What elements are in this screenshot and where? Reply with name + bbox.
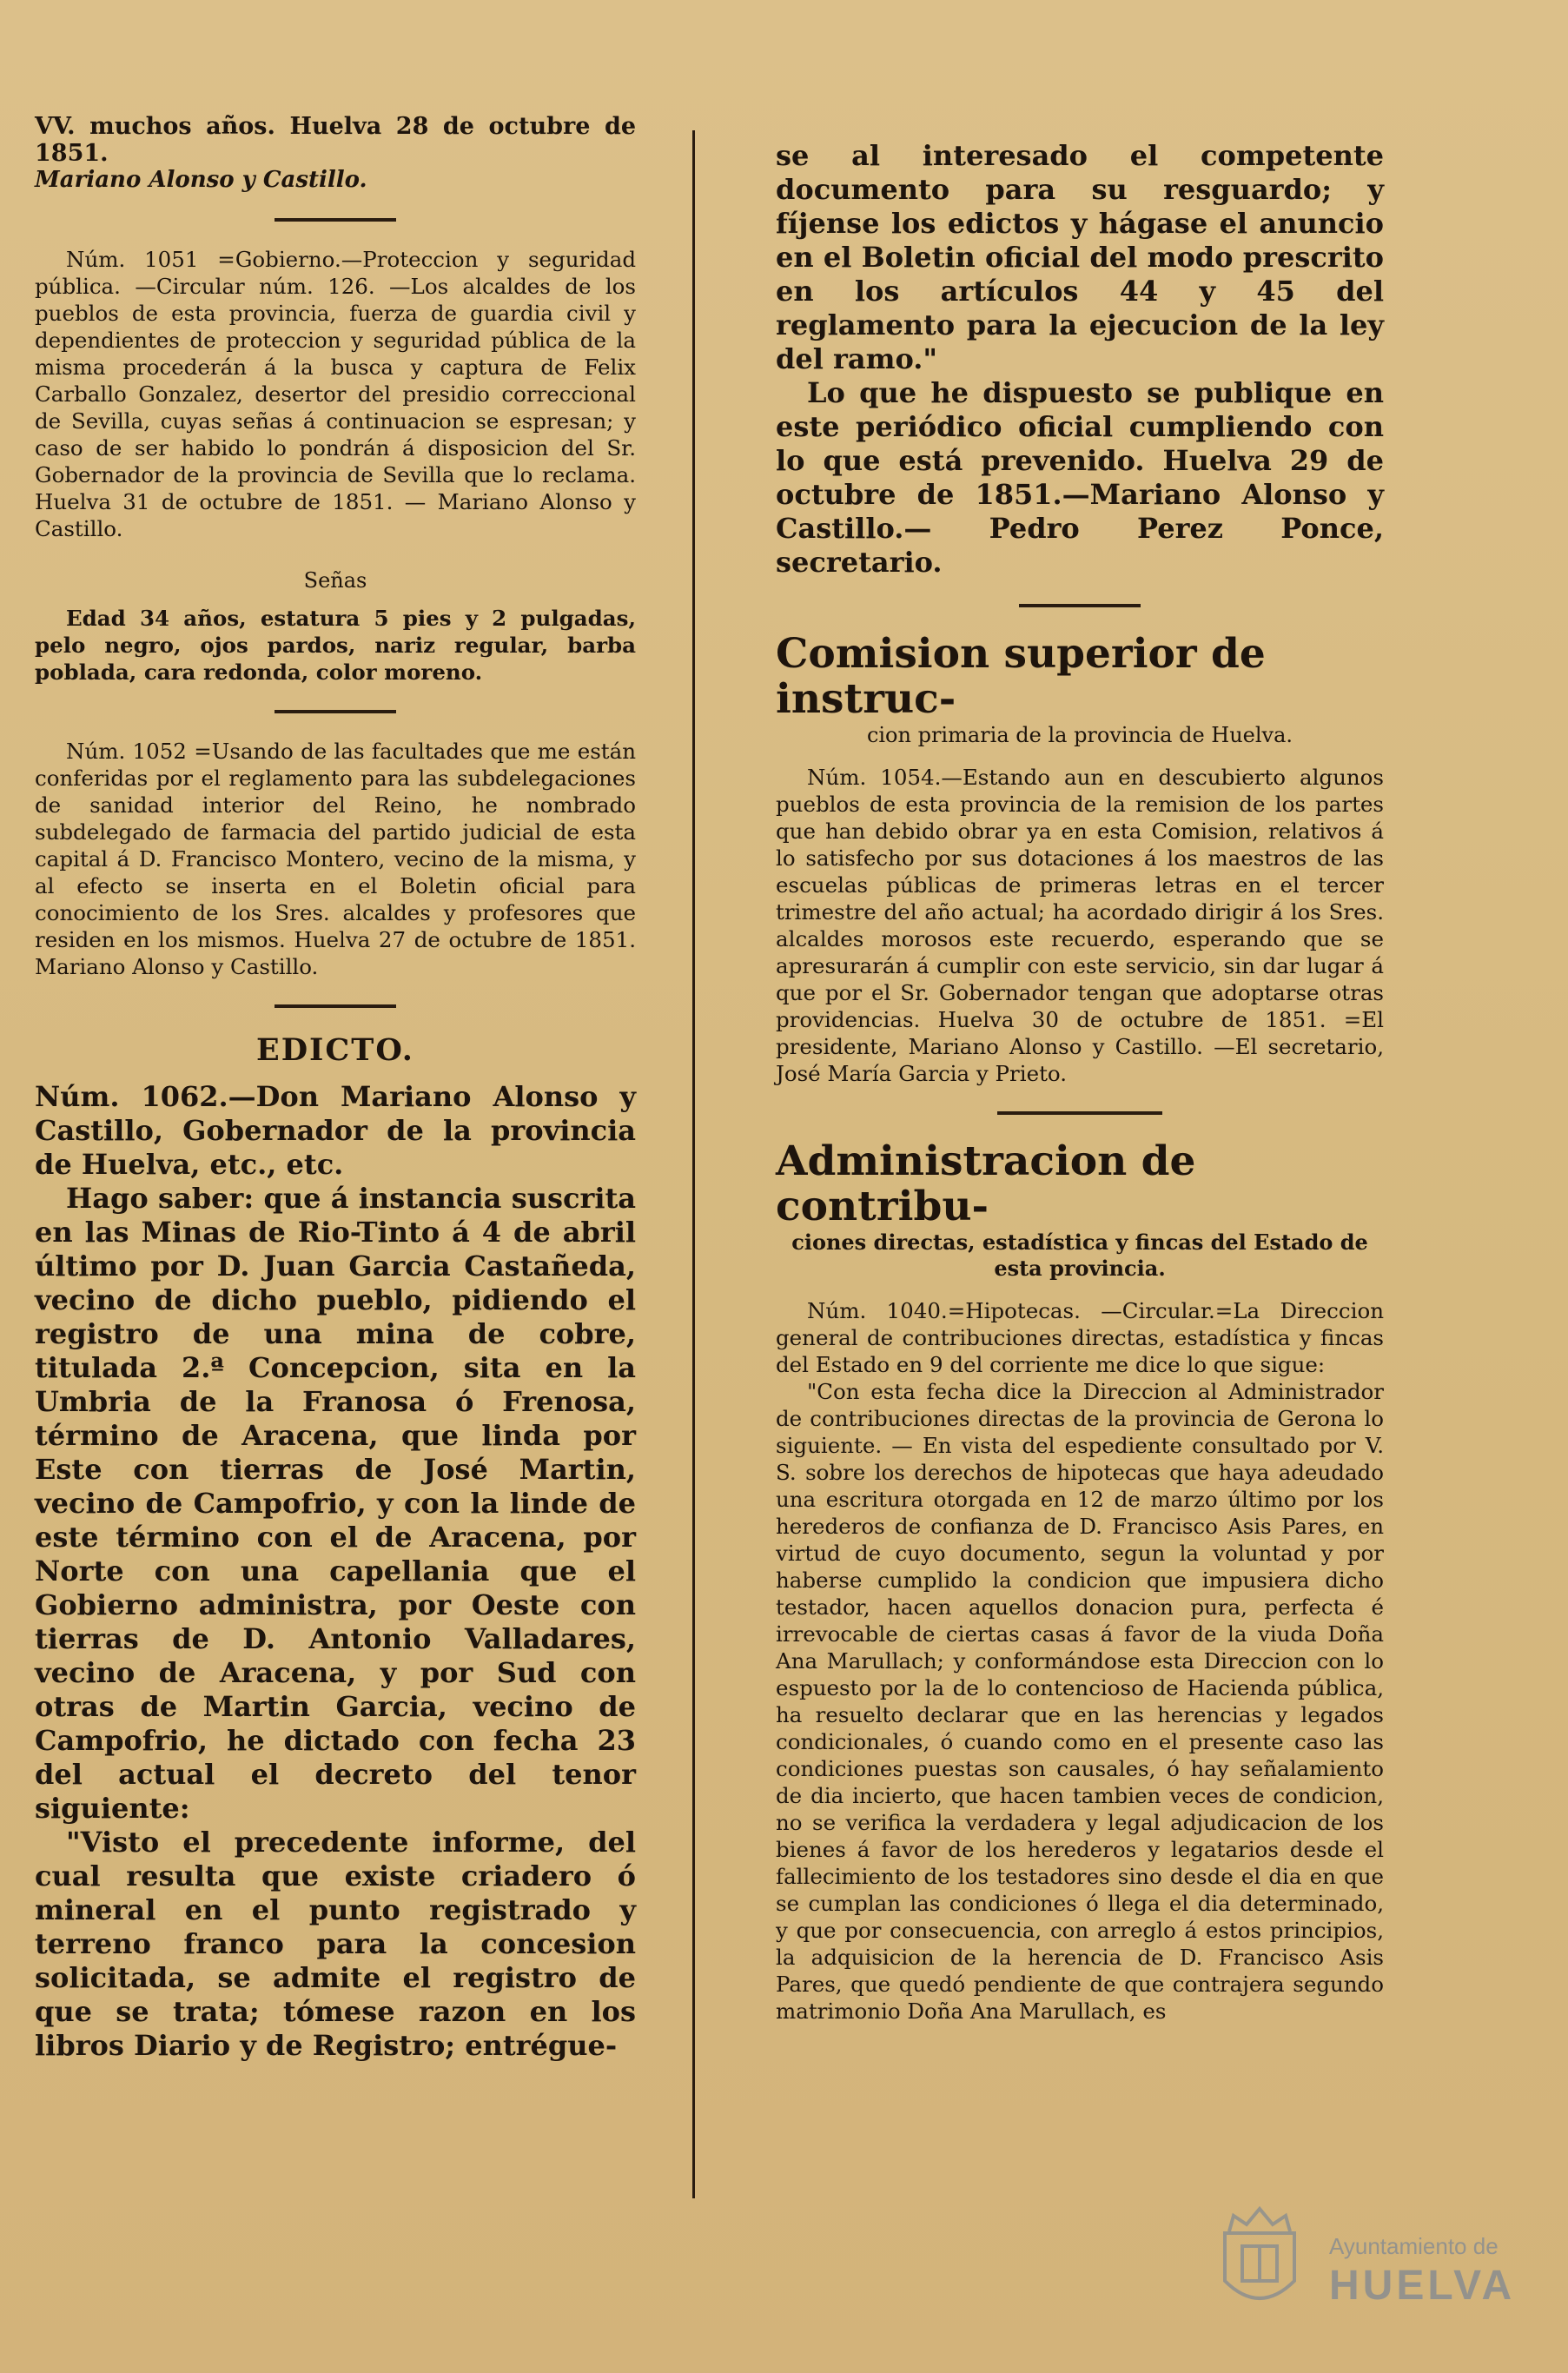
coat-of-arms-icon <box>1207 2198 1312 2320</box>
edicto-intro: Núm. 1062.—Don Mariano Alonso y Castillo, Gobernador de la provincia de Huelva, etc., etc. <box>35 1080 636 1181</box>
section-subtitle-instruccion: cion primaria de la provincia de Huelva. <box>866 723 1293 747</box>
decree-continuation: se al interesado el competente documento para su resguardo; y fíjense los edictos y hágase el anuncio en el Boletin oficial del modo prescrito en los artículos 44 y 45 del reglamento para la ejecucion de la ley del ramo." <box>776 139 1384 375</box>
decree-closing: Lo que he dispuesto se publique en este periódico oficial cumpliendo con lo que está prevenido. Huelva 29 de octubre de 1851.—Mariano Alonso y Castillo.— Pedro Perez Ponce, secretario. <box>776 376 1384 579</box>
separator <box>997 1111 1162 1115</box>
separator <box>1019 604 1141 607</box>
ayuntamiento-watermark <box>1207 2198 1538 2320</box>
top-line: VV. muchos años. Huelva 28 de octubre de 1851. <box>35 113 636 167</box>
notice-1040: Núm. 1040.=Hipotecas. —Circular.=La Direccion general de contribuciones directas, estadística y fincas del Estado en 9 del corriente me dice lo que sigue: <box>776 1298 1384 1377</box>
left-column <box>35 113 636 2182</box>
notice-1051: Núm. 1051 =Gobierno.—Proteccion y seguridad pública. —Circular núm. 126. —Los alcaldes de los pueblos de esta provincia, fuerza de guardia civil y dependientes de proteccion y seguridad pública de la misma procederán á la busca y captura de Felix Carballo Gonzalez, desertor del presidio correccional de Sevilla, cuyas señas á continuacion se espresan; y caso de ser habido lo pondrán á disposicion del Sr. Gobernador de la provincia de Sevilla que lo reclama. Huelva 31 de octubre de 1851. — Mariano Alonso y Castillo. <box>35 247 636 541</box>
notice-1054: Núm. 1054.—Estando aun en descubierto algunos pueblos de esta provincia de la remision de los partes que han debido obrar ya en esta Comision, relativos á lo satisfecho por sus dotaciones á los maestros de las escuelas públicas de primeras letras en el tercer trimestre del año actual; ha acordado dirigir á los Sres. alcaldes morosos este recuerdo, esperando que se apresurarán á cumplir con este servicio, sin dar lugar á que por el Sr. Gobernador tengan que adoptarse otras providencias. Huelva 30 de octubre de 1851. =El presidente, Mariano Alonso y Castillo. —El secretario, José María Garcia y Prieto. <box>776 765 1384 1086</box>
edicto-decree: "Visto el precedente informe, del cual resulta que existe criadero ó mineral en el punto registrado y terreno franco para la concesion solicitada, se admite el registro de que se trata; tómese razon en los libros Diario y de Registro; entrégue- <box>35 1826 636 2062</box>
right-column <box>776 139 1384 2182</box>
section-subtitle-contribuciones: ciones directas, estadística y fincas del Estado de esta provincia. <box>791 1230 1368 1281</box>
section-title-contribuciones: Administracion de contribu- <box>776 1137 1196 1230</box>
edicto-body: Hago saber: que á instancia suscrita en las Minas de Rio-Tinto á 4 de abril último por D. Juan Garcia Castañeda, vecino de dicho pueblo, pidiendo el registro de una mina de cobre, titulada 2.ª Concepcion, sita en la Umbria de la Franosa ó Frenosa, término de Aracena, que linda por Este con tierras de José Martin, vecino de Campofrio, y con la linde de este término con el de Aracena, por Norte con una capellania que el Gobierno administra, por Oeste con tierras de D. Antonio Valladares, vecino de Aracena, y por Sud con otras de Martin Garcia, vecino de Campofrio, he dictado con fecha 23 del actual el decreto del tenor siguiente: <box>35 1182 636 1825</box>
separator <box>275 1004 396 1008</box>
notice-1052: Núm. 1052 =Usando de las facultades que me están conferidas por el reglamento para las subdelegaciones de sanidad interior del Reino, he nombrado subdelegado de farmacia del partido judicial de esta capital á D. Francisco Montero, vecino de la misma, y al efecto se inserta en el Boletin oficial para conocimiento de los Sres. alcaldes y profesores que residen en los mismos. Huelva 27 de octubre de 1851. Mariano Alonso y Castillo. <box>35 739 636 979</box>
senas-text: Edad 34 años, estatura 5 pies y 2 pulgadas, pelo negro, ojos pardos, nariz regular, barba poblada, cara redonda, color moreno. <box>35 606 636 685</box>
top-signature: Mariano Alonso y Castillo. <box>35 167 367 193</box>
edicto-title: EDICTO. <box>256 1032 414 1068</box>
senas-title: Señas <box>303 568 367 593</box>
watermark-line-1: Ayuntamiento de <box>1329 2233 1499 2259</box>
separator <box>275 218 396 222</box>
section-title-instruccion: Comision superior de instruc- <box>776 630 1266 723</box>
notice-1040-body: "Con esta fecha dice la Direccion al Administrador de contribuciones directas de la provincia de Gerona lo siguiente. — En vista del espediente consultado por V. S. sobre los derechos de hipotecas que haya adeudado una escritura otorgada en 12 de marzo último por los herederos de confianza de D. Francisco Asis Pares, en virtud de cuyo documento, segun la voluntad y por haberse cumplido la condicion que impusiera dicho testador, hacen aquellos donacion pura, perfecta é irrevocable de ciertas casas á favor de la viuda Doña Ana Marullach; y conformándose esta Direccion con lo espuesto por la de lo contencioso de Hacienda pública, ha resuelto declarar que en las herencias y legados condicionales, ó cuando como en el presente caso las condiciones puestas son causales, ó hay señalamiento de dia incierto, que hacen tambien veces de condicion, no se verifica la verdadera y legal adjudicacion de los bienes á favor de los herederos y legatarios desde el fallecimiento de los testadores sino desde el dia en que se cumplan las condiciones ó llega el dia determinado, y que por consecuencia, con arreglo á estos principios, la adquisicion de la herencia de D. Francisco Asis Pares, que quedó pendiente de que contrajera segundo matrimonio Doña Ana Marullach, es <box>776 1379 1384 2024</box>
watermark-line-2: HUELVA <box>1329 2263 1516 2309</box>
separator <box>275 710 396 713</box>
column-divider <box>692 130 695 2198</box>
